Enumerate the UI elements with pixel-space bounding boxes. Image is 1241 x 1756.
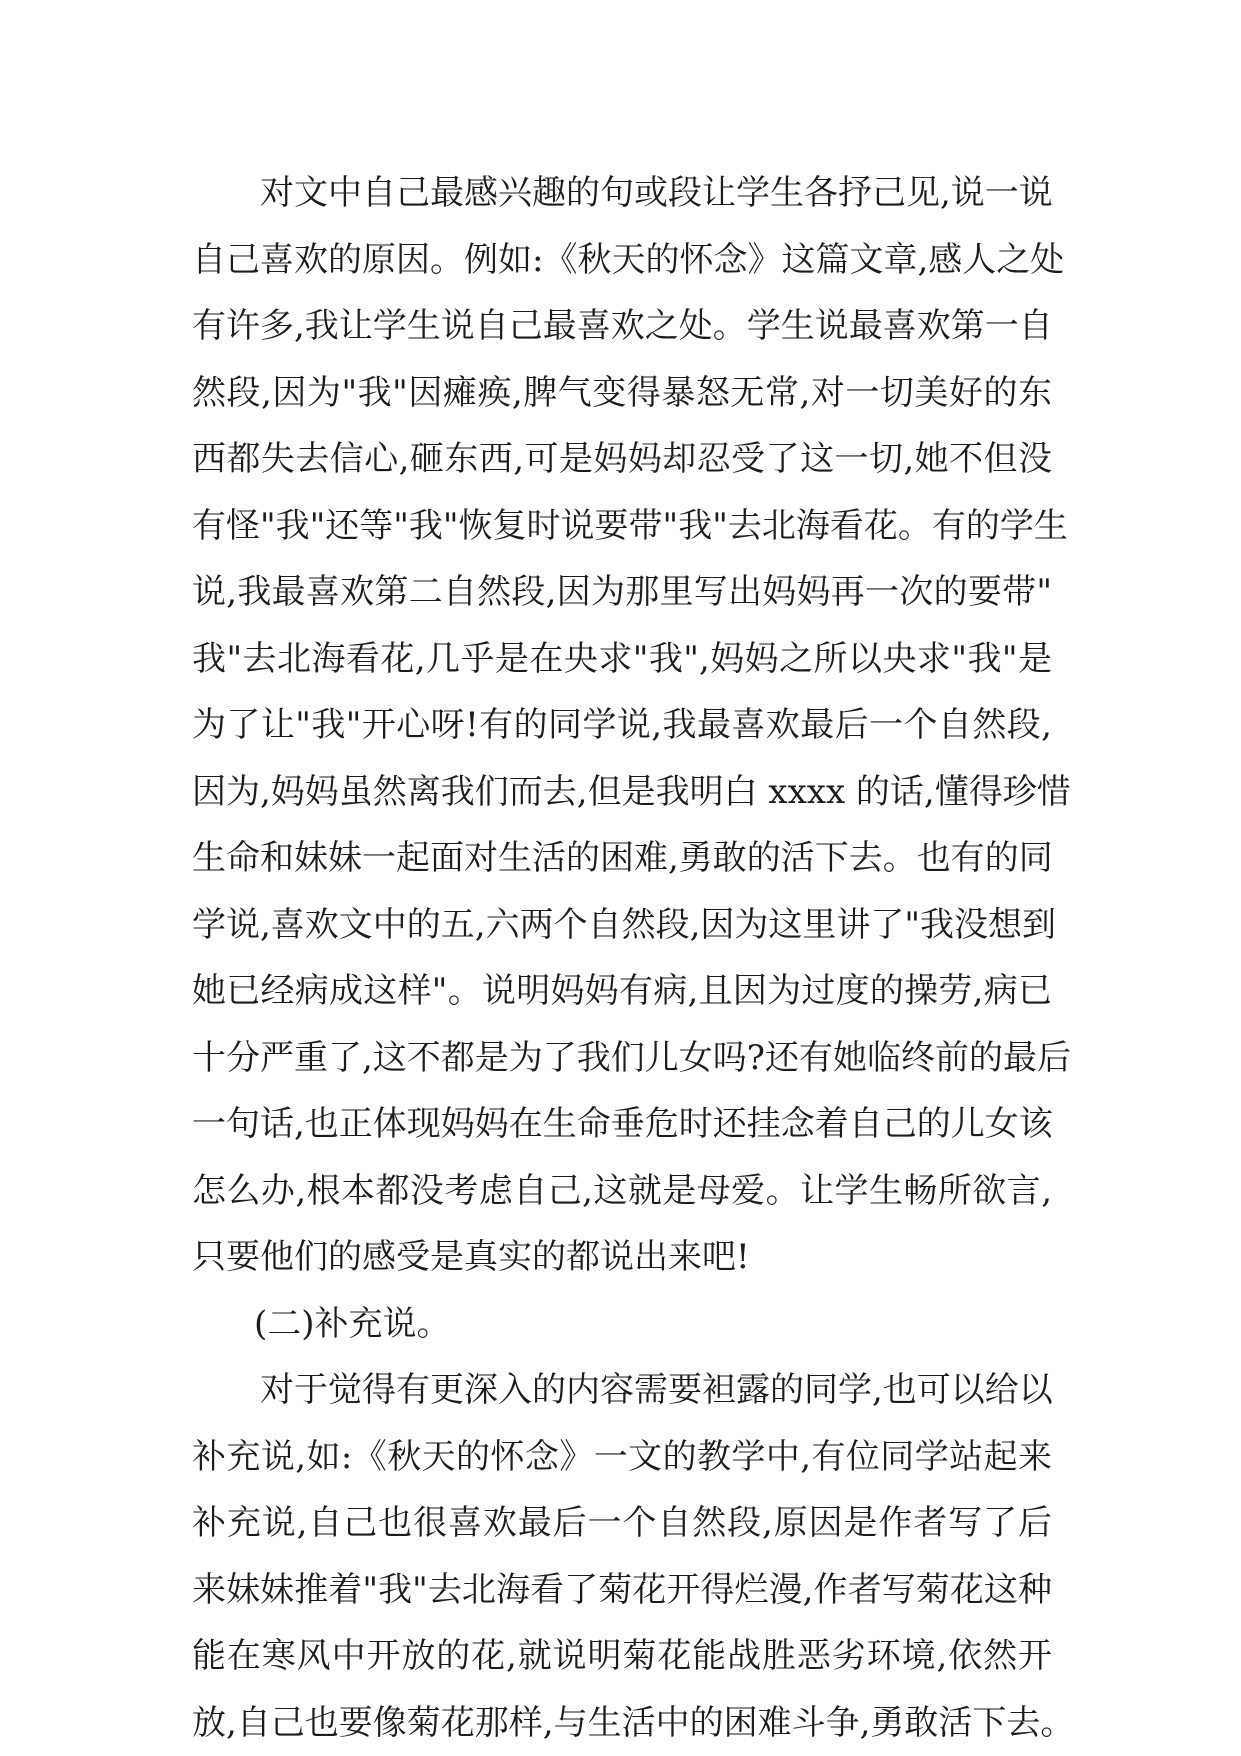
paragraph-line: 一句话,也正体现妈妈在生命垂危时还挂念着自己的儿女该 [192, 1091, 1052, 1158]
paragraph-line: 我"去北海看花,几乎是在央求"我",妈妈之所以央求"我"是 [192, 626, 1052, 693]
paragraph-line: 补充说,自己也很喜欢最后一个自然段,原因是作者写了后 [192, 1490, 1052, 1557]
paragraph-1 [192, 160, 1052, 1291]
paragraph-line: 对文中自己最感兴趣的句或段让学生各抒己见,说一说 [192, 160, 1052, 227]
paragraph-line: 放,自己也要像菊花那样,与生活中的困难斗争,勇敢活下去。 [192, 1690, 1052, 1756]
paragraph-line: 有怪"我"还等"我"恢复时说要带"我"去北海看花。有的学生 [192, 493, 1052, 560]
document-body [192, 160, 1052, 1756]
paragraph-line: 对于觉得有更深入的内容需要袒露的同学,也可以给以 [192, 1357, 1052, 1424]
paragraph-line: 为了让"我"开心呀!有的同学说,我最喜欢最后一个自然段, [192, 692, 1052, 759]
paragraph-line: 有许多,我让学生说自己最喜欢之处。学生说最喜欢第一自 [192, 293, 1052, 360]
paragraph-line: 自己喜欢的原因。例如:《秋天的怀念》这篇文章,感人之处 [192, 227, 1052, 294]
paragraph-line: 西都失去信心,砸东西,可是妈妈却忍受了这一切,她不但没 [192, 426, 1052, 493]
paragraph-line: 学说,喜欢文中的五,六两个自然段,因为这里讲了"我没想到 [192, 892, 1052, 959]
paragraph-line: 只要他们的感受是真实的都说出来吧! [192, 1224, 1052, 1291]
paragraph-line: 说,我最喜欢第二自然段,因为那里写出妈妈再一次的要带" [192, 559, 1052, 626]
paragraph-line: 她已经病成这样"。说明妈妈有病,且因为过度的操劳,病已 [192, 958, 1052, 1025]
paragraph-line: 生命和妹妹一起面对生活的困难,勇敢的活下去。也有的同 [192, 825, 1052, 892]
paragraph-line: 能在寒风中开放的花,就说明菊花能战胜恶劣环境,依然开 [192, 1623, 1052, 1690]
section-heading: (二)补充说。 [192, 1291, 1052, 1358]
paragraph-line: 怎么办,根本都没考虑自己,这就是母爱。让学生畅所欲言, [192, 1158, 1052, 1225]
paragraph-line: 来妹妹推着"我"去北海看了菊花开得烂漫,作者写菊花这种 [192, 1557, 1052, 1624]
paragraph-line: 十分严重了,这不都是为了我们儿女吗?还有她临终前的最后 [192, 1025, 1052, 1092]
paragraph-line: 补充说,如:《秋天的怀念》一文的教学中,有位同学站起来 [192, 1424, 1052, 1491]
paragraph-line: 因为,妈妈虽然离我们而去,但是我明白 xxxx 的话,懂得珍惜 [192, 759, 1052, 826]
paragraph-2 [192, 1357, 1052, 1756]
paragraph-line: 然段,因为"我"因瘫痪,脾气变得暴怒无常,对一切美好的东 [192, 360, 1052, 427]
